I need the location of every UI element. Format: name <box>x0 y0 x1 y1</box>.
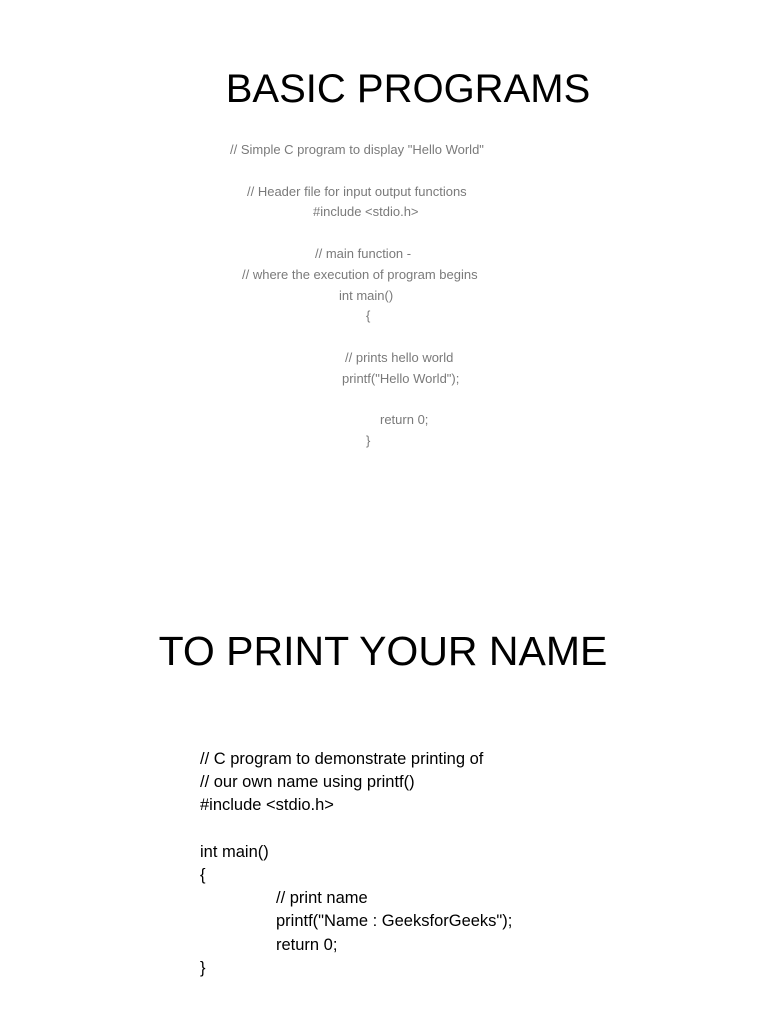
code-line: // Simple C program to display "Hello World" <box>230 142 484 157</box>
code-line: #include <stdio.h> <box>313 204 419 220</box>
slide-title: BASIC PROGRAMS <box>225 67 591 111</box>
code-block <box>200 748 512 980</box>
code-line <box>0 390 768 411</box>
code-line: int main() <box>200 842 269 861</box>
code-line: // Header file for input output functions <box>247 183 467 199</box>
code-line <box>0 327 768 348</box>
code-line: { <box>200 865 206 884</box>
code-line: int main() <box>339 287 394 303</box>
code-line: return 0; <box>380 412 429 428</box>
code-line: // main function - <box>315 245 412 261</box>
code-line: // print name <box>276 889 368 908</box>
code-line: } <box>200 958 206 977</box>
code-line: printf("Hello World"); <box>342 370 460 386</box>
slide-print-your-name <box>0 512 768 1024</box>
code-line: // where the execution of program begins <box>242 266 478 282</box>
code-line: return 0; <box>276 935 338 954</box>
code-line: #include <stdio.h> <box>200 796 334 815</box>
code-line: { <box>366 308 371 324</box>
code-line: printf("Name : GeeksforGeeks"); <box>276 912 513 931</box>
code-line <box>0 161 768 182</box>
code-line: // our own name using printf() <box>200 773 415 792</box>
code-line: } <box>366 433 371 449</box>
code-block <box>0 140 768 452</box>
code-line: // prints hello world <box>345 349 454 365</box>
code-line: // C program to demonstrate printing of <box>200 750 484 768</box>
code-line <box>200 818 512 841</box>
slide-title: TO PRINT YOUR NAME <box>158 628 608 674</box>
code-line <box>0 223 768 244</box>
